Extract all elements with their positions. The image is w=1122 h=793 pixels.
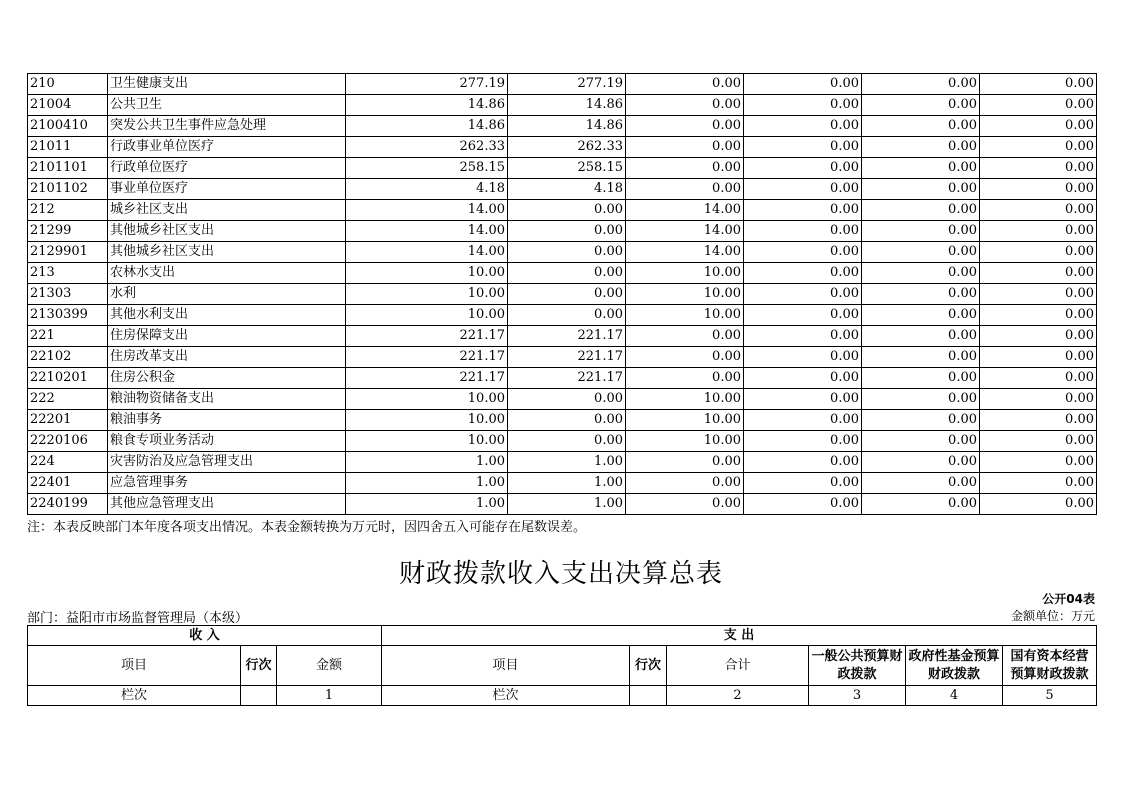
- general-budget-amount: 14.86: [508, 116, 626, 137]
- general-budget-amount: 0.00: [508, 200, 626, 221]
- subject-code: 2220106: [28, 431, 108, 452]
- column-index: 3: [809, 686, 906, 706]
- subject-code: 21303: [28, 284, 108, 305]
- state-capital-amount: 0.00: [744, 221, 862, 242]
- extra-amount: 0.00: [980, 263, 1097, 284]
- subject-name: 住房公积金: [108, 368, 346, 389]
- general-budget-amount: 0.00: [508, 431, 626, 452]
- subject-name: 城乡社区支出: [108, 200, 346, 221]
- other-amount: 0.00: [862, 347, 980, 368]
- subject-name: 粮油物资储备支出: [108, 389, 346, 410]
- state-capital-amount: 0.00: [744, 410, 862, 431]
- subject-name: 粮油事务: [108, 410, 346, 431]
- state-capital-amount: 0.00: [744, 137, 862, 158]
- state-capital-amount: 0.00: [744, 347, 862, 368]
- state-capital-amount: 0.00: [744, 389, 862, 410]
- other-amount: 0.00: [862, 473, 980, 494]
- subject-code: 22102: [28, 347, 108, 368]
- table-row: [28, 284, 1097, 305]
- subject-code: 2101102: [28, 179, 108, 200]
- general-budget-amount: 221.17: [508, 368, 626, 389]
- extra-amount: 0.00: [980, 431, 1097, 452]
- gov-fund-amount: 10.00: [626, 305, 744, 326]
- table-row: [28, 494, 1097, 515]
- gov-fund-amount: 0.00: [626, 326, 744, 347]
- general-budget-amount: 0.00: [508, 389, 626, 410]
- general-budget-amount: 1.00: [508, 473, 626, 494]
- subject-code: 213: [28, 263, 108, 284]
- extra-amount: 0.00: [980, 137, 1097, 158]
- expense-line-header: 行次: [630, 646, 667, 686]
- general-budget-amount: 1.00: [508, 452, 626, 473]
- extra-amount: 0.00: [980, 95, 1097, 116]
- state-capital-amount: 0.00: [744, 74, 862, 95]
- total-amount: 1.00: [346, 473, 508, 494]
- extra-amount: 0.00: [980, 74, 1097, 95]
- general-budget-amount: 14.86: [508, 95, 626, 116]
- subject-name: 公共卫生: [108, 95, 346, 116]
- subject-name: 住房改革支出: [108, 347, 346, 368]
- other-amount: 0.00: [862, 368, 980, 389]
- gov-fund-header: 政府性基金预算财政拨款: [906, 646, 1003, 686]
- table-row: [28, 242, 1097, 263]
- gov-fund-amount: 14.00: [626, 221, 744, 242]
- state-capital-amount: 0.00: [744, 284, 862, 305]
- expense-item-header: 项目: [382, 646, 630, 686]
- extra-amount: 0.00: [980, 242, 1097, 263]
- general-budget-amount: 0.00: [508, 263, 626, 284]
- amount-header: 金额: [277, 646, 382, 686]
- state-capital-amount: 0.00: [744, 200, 862, 221]
- column-index: 4: [906, 686, 1003, 706]
- income-header: 收 入: [28, 626, 382, 646]
- other-amount: 0.00: [862, 116, 980, 137]
- total-amount: 10.00: [346, 389, 508, 410]
- subject-name: 农林水支出: [108, 263, 346, 284]
- form-number: 公开04表: [1042, 592, 1095, 606]
- extra-amount: 0.00: [980, 116, 1097, 137]
- state-capital-amount: 0.00: [744, 368, 862, 389]
- subject-code: 212: [28, 200, 108, 221]
- state-capital-amount: 0.00: [744, 263, 862, 284]
- state-capital-amount: 0.00: [744, 494, 862, 515]
- gov-fund-amount: 10.00: [626, 263, 744, 284]
- total-amount: 14.00: [346, 221, 508, 242]
- subject-code: 21004: [28, 95, 108, 116]
- general-budget-amount: 0.00: [508, 305, 626, 326]
- state-capital-amount: 0.00: [744, 158, 862, 179]
- amount-unit: 金额单位：万元: [1010, 609, 1095, 623]
- general-budget-amount: 4.18: [508, 179, 626, 200]
- state-capital-amount: 0.00: [744, 326, 862, 347]
- other-amount: 0.00: [862, 74, 980, 95]
- total-amount: 221.17: [346, 368, 508, 389]
- subject-code: 2240199: [28, 494, 108, 515]
- other-amount: 0.00: [862, 305, 980, 326]
- extra-amount: 0.00: [980, 389, 1097, 410]
- extra-amount: 0.00: [980, 158, 1097, 179]
- total-amount: 277.19: [346, 74, 508, 95]
- gov-fund-amount: 0.00: [626, 95, 744, 116]
- table-row: [28, 116, 1097, 137]
- column-index-label: 栏次: [382, 686, 630, 706]
- gov-fund-amount: 0.00: [626, 137, 744, 158]
- total-amount: 14.86: [346, 116, 508, 137]
- other-amount: 0.00: [862, 221, 980, 242]
- subject-name: 其他城乡社区支出: [108, 242, 346, 263]
- gov-fund-amount: 10.00: [626, 410, 744, 431]
- expenditure-table: [27, 73, 1097, 515]
- subject-code: 2100410: [28, 116, 108, 137]
- total-amount: 221.17: [346, 347, 508, 368]
- other-amount: 0.00: [862, 263, 980, 284]
- empty-cell: [241, 686, 277, 706]
- gov-fund-amount: 0.00: [626, 347, 744, 368]
- subject-code: 21011: [28, 137, 108, 158]
- extra-amount: 0.00: [980, 410, 1097, 431]
- subject-name: 水利: [108, 284, 346, 305]
- table-row: [28, 137, 1097, 158]
- state-capital-amount: 0.00: [744, 95, 862, 116]
- gov-fund-amount: 14.00: [626, 242, 744, 263]
- table-row: [28, 179, 1097, 200]
- gov-fund-amount: 0.00: [626, 179, 744, 200]
- total-amount: 262.33: [346, 137, 508, 158]
- state-capital-amount: 0.00: [744, 179, 862, 200]
- gov-fund-amount: 0.00: [626, 494, 744, 515]
- page-title: 财政拨款收入支出决算总表: [398, 559, 723, 589]
- total-amount: 1.00: [346, 494, 508, 515]
- table-row: [28, 263, 1097, 284]
- gov-fund-amount: 0.00: [626, 74, 744, 95]
- table-row: [28, 410, 1097, 431]
- state-capital-header: 国有资本经营预算财政拨款: [1003, 646, 1097, 686]
- subject-name: 行政单位医疗: [108, 158, 346, 179]
- subject-name: 应急管理事务: [108, 473, 346, 494]
- general-budget-amount: 1.00: [508, 494, 626, 515]
- other-amount: 0.00: [862, 410, 980, 431]
- subject-name: 突发公共卫生事件应急处理: [108, 116, 346, 137]
- gov-fund-amount: 14.00: [626, 200, 744, 221]
- other-amount: 0.00: [862, 137, 980, 158]
- other-amount: 0.00: [862, 284, 980, 305]
- subject-name: 粮食专项业务活动: [108, 431, 346, 452]
- subject-name: 住房保障支出: [108, 326, 346, 347]
- total-amount: 10.00: [346, 431, 508, 452]
- subject-code: 2210201: [28, 368, 108, 389]
- total-amount: 10.00: [346, 410, 508, 431]
- extra-amount: 0.00: [980, 200, 1097, 221]
- subject-code: 2101101: [28, 158, 108, 179]
- subject-code: 221: [28, 326, 108, 347]
- total-amount: 10.00: [346, 284, 508, 305]
- empty-cell: [630, 686, 667, 706]
- subject-name: 其他城乡社区支出: [108, 221, 346, 242]
- extra-amount: 0.00: [980, 305, 1097, 326]
- table-row: [28, 389, 1097, 410]
- total-amount: 14.86: [346, 95, 508, 116]
- general-budget-amount: 221.17: [508, 347, 626, 368]
- table-row: [28, 368, 1097, 389]
- income-item-header: 项目: [28, 646, 241, 686]
- other-amount: 0.00: [862, 452, 980, 473]
- subject-code: 224: [28, 452, 108, 473]
- extra-amount: 0.00: [980, 368, 1097, 389]
- column-index: 2: [667, 686, 809, 706]
- subject-name: 行政事业单位医疗: [108, 137, 346, 158]
- subject-code: 222: [28, 389, 108, 410]
- total-amount: 10.00: [346, 305, 508, 326]
- other-amount: 0.00: [862, 389, 980, 410]
- state-capital-amount: 0.00: [744, 431, 862, 452]
- general-budget-amount: 0.00: [508, 284, 626, 305]
- total-amount: 14.00: [346, 200, 508, 221]
- extra-amount: 0.00: [980, 284, 1097, 305]
- table-note: 注：本表反映部门本年度各项支出情况。本表金额转换为万元时，因四舍五入可能存在尾数误差。: [27, 520, 587, 535]
- total-amount: 10.00: [346, 263, 508, 284]
- subject-name: 其他水利支出: [108, 305, 346, 326]
- column-index: 5: [1003, 686, 1097, 706]
- gov-fund-amount: 10.00: [626, 389, 744, 410]
- gov-fund-amount: 10.00: [626, 284, 744, 305]
- general-budget-amount: 0.00: [508, 410, 626, 431]
- general-budget-amount: 277.19: [508, 74, 626, 95]
- gov-fund-amount: 0.00: [626, 158, 744, 179]
- gov-fund-amount: 0.00: [626, 473, 744, 494]
- table-row: [28, 347, 1097, 368]
- extra-amount: 0.00: [980, 326, 1097, 347]
- general-budget-amount: 258.15: [508, 158, 626, 179]
- extra-amount: 0.00: [980, 347, 1097, 368]
- income-line-header: 行次: [241, 646, 277, 686]
- other-amount: 0.00: [862, 326, 980, 347]
- general-budget-header: 一般公共预算财政拨款: [809, 646, 906, 686]
- total-amount: 14.00: [346, 242, 508, 263]
- table-row: [28, 305, 1097, 326]
- table-row: [28, 452, 1097, 473]
- general-budget-amount: 0.00: [508, 221, 626, 242]
- extra-amount: 0.00: [980, 221, 1097, 242]
- total-amount: 258.15: [346, 158, 508, 179]
- general-budget-amount: 262.33: [508, 137, 626, 158]
- subject-name: 灾害防治及应急管理支出: [108, 452, 346, 473]
- gov-fund-amount: 0.00: [626, 452, 744, 473]
- total-amount: 4.18: [346, 179, 508, 200]
- other-amount: 0.00: [862, 242, 980, 263]
- extra-amount: 0.00: [980, 452, 1097, 473]
- subject-code: 22401: [28, 473, 108, 494]
- other-amount: 0.00: [862, 494, 980, 515]
- table-row: [28, 326, 1097, 347]
- other-amount: 0.00: [862, 179, 980, 200]
- extra-amount: 0.00: [980, 494, 1097, 515]
- table-row: [28, 74, 1097, 95]
- table-row: [28, 200, 1097, 221]
- state-capital-amount: 0.00: [744, 452, 862, 473]
- other-amount: 0.00: [862, 158, 980, 179]
- subject-code: 210: [28, 74, 108, 95]
- state-capital-amount: 0.00: [744, 242, 862, 263]
- state-capital-amount: 0.00: [744, 305, 862, 326]
- subject-code: 2130399: [28, 305, 108, 326]
- gov-fund-amount: 0.00: [626, 116, 744, 137]
- other-amount: 0.00: [862, 431, 980, 452]
- extra-amount: 0.00: [980, 179, 1097, 200]
- total-amount: 1.00: [346, 452, 508, 473]
- subject-name: 其他应急管理支出: [108, 494, 346, 515]
- total-amount: 221.17: [346, 326, 508, 347]
- gov-fund-amount: 10.00: [626, 431, 744, 452]
- extra-amount: 0.00: [980, 473, 1097, 494]
- subject-code: 22201: [28, 410, 108, 431]
- table-row: [28, 473, 1097, 494]
- state-capital-amount: 0.00: [744, 473, 862, 494]
- subject-code: 21299: [28, 221, 108, 242]
- other-amount: 0.00: [862, 95, 980, 116]
- department-label: 部门：益阳市市场监督管理局（本级）: [27, 611, 249, 626]
- state-capital-amount: 0.00: [744, 116, 862, 137]
- summary-table: [27, 625, 1097, 706]
- column-index: 1: [277, 686, 382, 706]
- table-row: [28, 158, 1097, 179]
- expense-header: 支 出: [382, 626, 1097, 646]
- table-row: [28, 95, 1097, 116]
- table-row: [28, 221, 1097, 242]
- other-amount: 0.00: [862, 200, 980, 221]
- general-budget-amount: 221.17: [508, 326, 626, 347]
- gov-fund-amount: 0.00: [626, 368, 744, 389]
- total-header: 合计: [667, 646, 809, 686]
- subject-name: 事业单位医疗: [108, 179, 346, 200]
- general-budget-amount: 0.00: [508, 242, 626, 263]
- table-row: [28, 431, 1097, 452]
- column-index-label: 栏次: [28, 686, 241, 706]
- subject-name: 卫生健康支出: [108, 74, 346, 95]
- subject-code: 2129901: [28, 242, 108, 263]
